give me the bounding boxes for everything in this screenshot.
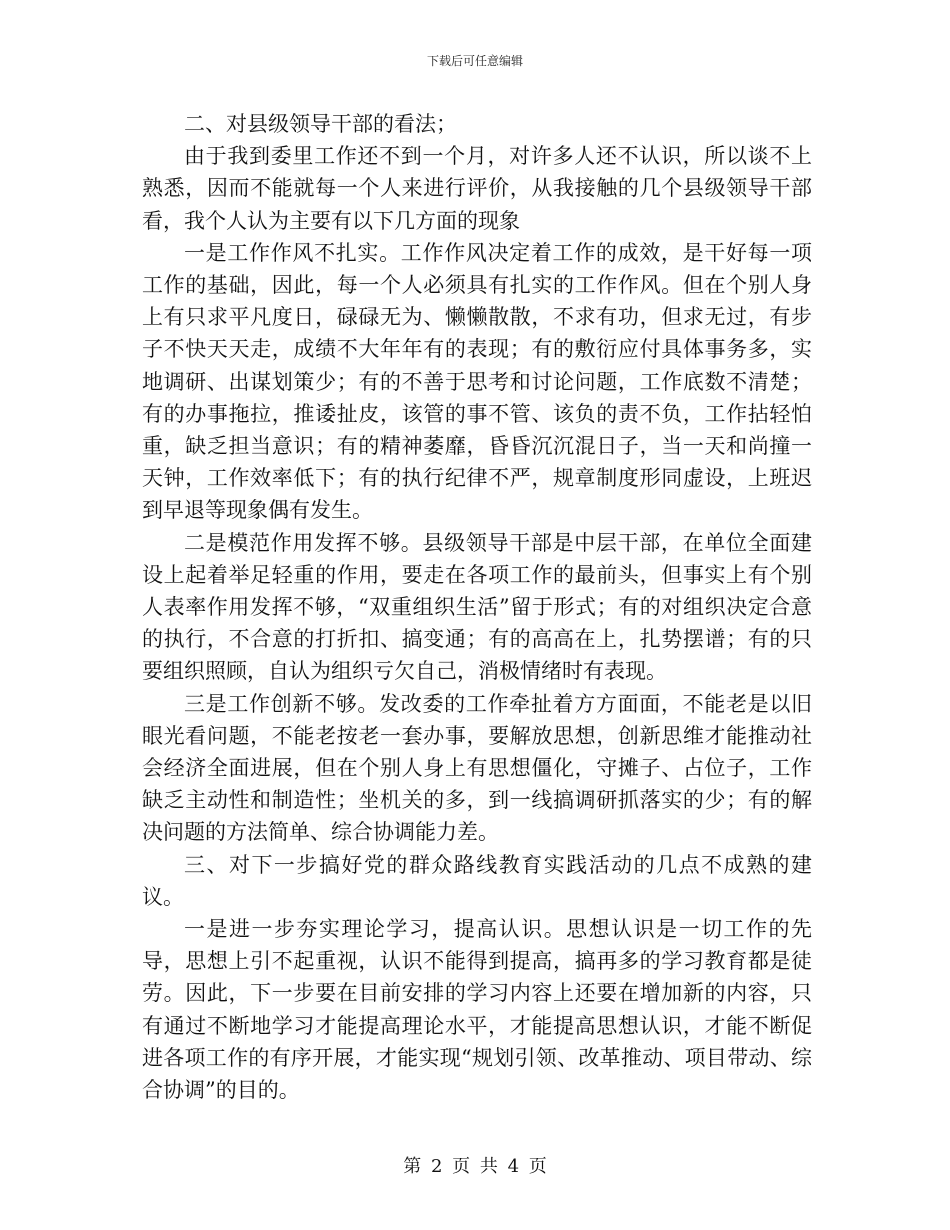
body-paragraph: 一是进一步夯实理论学习，提高认识。思想认识是一切工作的先导，思想上引不起重视，认识不能得到提高，搞再多的学习教育都是徒劳。因此，下一步要在目前安排的学习内容上还要在增加新的内容，只有通过不断地学习才能提高理论水平，才能提高思想认识，才能不断促进各项工作的有序开展，才能实现“规划引领、改革推动、项目带动、综合协调”的目的。 [142,917,812,1103]
body-paragraph: 三是工作创新不够。发改委的工作牵扯着方方面面，不能老是以旧眼光看问题，不能老按老一套办事，要解放思想，创新思维才能推动社会经济全面进展，但在个别人身上有思想僵化，守摊子、占位子，工作缺乏主动性和制造性；坐机关的多，到一线搞调研抓落实的少；有的解决问题的方法简单、综合协调能力差。 [142,691,812,845]
page-header: 下载后可任意编辑 [426,54,523,68]
body-paragraph: 一是工作作风不扎实。工作作风决定着工作的成效，是干好每一项工作的基础，因此，每一个人必须具有扎实的工作作风。但在个别人身上有只求平凡度日，碌碌无为、懒懒散散，不求有功，但求无过，有步子不快天天走，成绩不大年年有的表现；有的敷衍应付具体事务多，实地调研、出谋划策少；有的不善于思考和讨论问题，工作底数不清楚；有的办事拖拉，推诿扯皮，该管的事不管、该负的责不负，工作拈轻怕重，缺乏担当意识；有的精神萎靡，昏昏沉沉混日子，当一天和尚撞一天钟，工作效率低下；有的执行纪律不严，规章制度形同虚设，上班迟到早退等现象偶有发生。 [142,240,812,523]
body-paragraph: 由于我到委里工作还不到一个月，对许多人还不认识，所以谈不上熟悉，因而不能就每一个人来进行评价，从我接触的几个县级领导干部看，我个人认为主要有以下几方面的现象 [142,144,812,233]
section-heading: 三、对下一步搞好党的群众路线教育实践活动的几点不成熟的建议。 [142,852,812,909]
page-number: 第 2 页 共 4 页 [403,1156,547,1177]
document-body [142,108,812,1106]
section-heading: 二、对县级领导干部的看法； [184,112,457,136]
body-paragraph: 二是模范作用发挥不够。县级领导干部是中层干部，在单位全面建设上起着举足轻重的作用，要走在各项工作的最前头，但事实上有个别人表率作用发挥不够，“双重组织生活”留于形式；有的对组织决定合意的执行，不合意的打折扣、搞变通；有的高高在上，扎势摆谱；有的只要组织照顾，自认为组织亏欠自己，消极情绪时有表现。 [142,530,812,684]
